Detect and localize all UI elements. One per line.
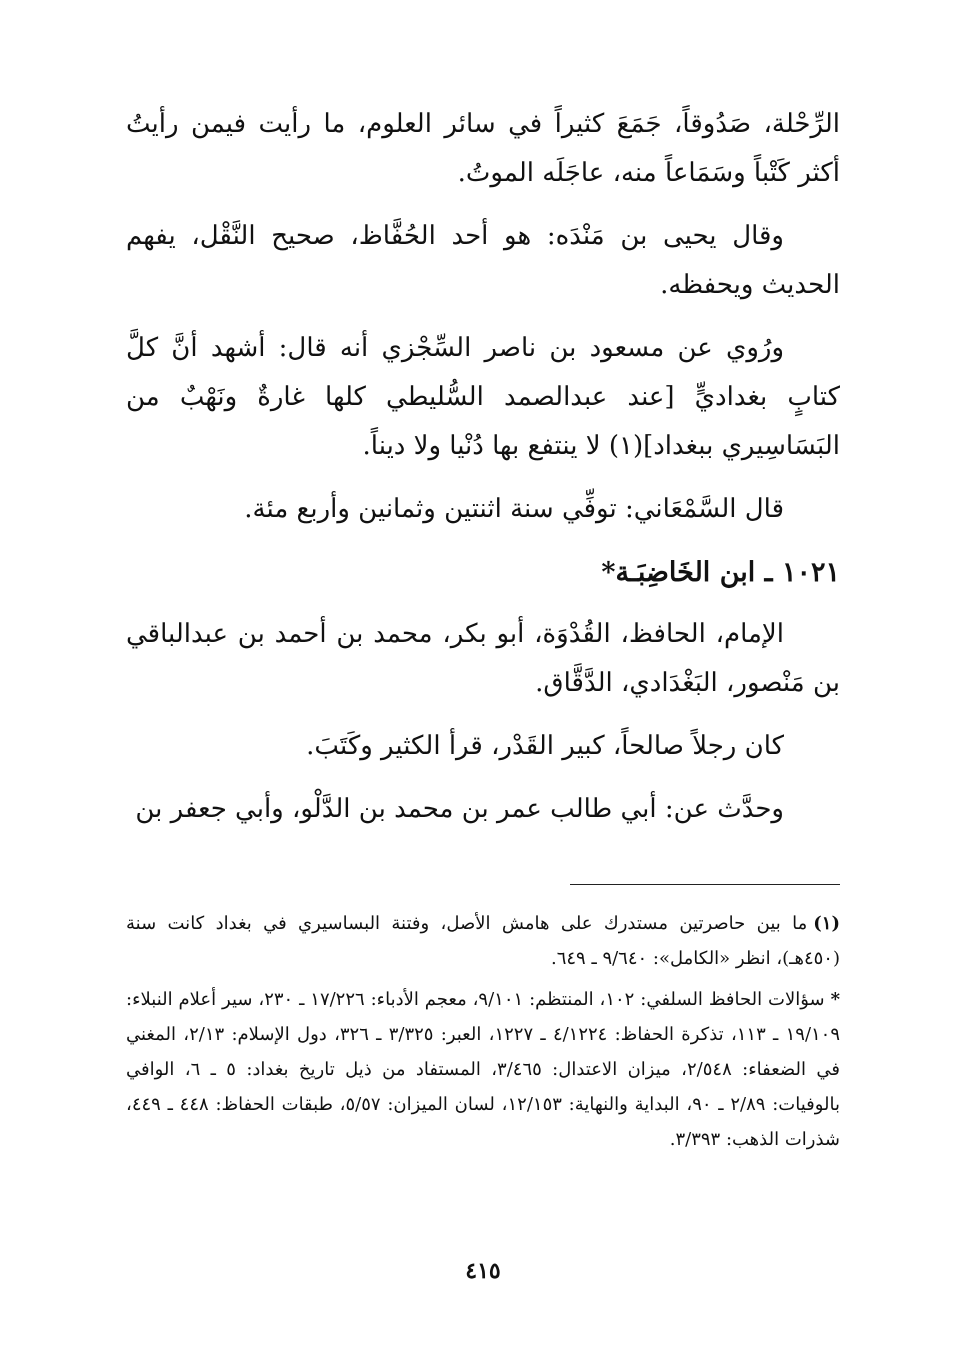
main-text (126, 100, 840, 834)
footnote-1 (126, 906, 840, 976)
paragraph-yahya-quote: وقال يحيى بن مَنْدَه: هو أحد الحُفَّاظ، صحيح النَّقْل، يفهم الحديث ويحفظه. (126, 221, 840, 300)
footnote-text: سؤالات الحافظ السلفي: ١٠٢، المنتظم: ٩/١٠١، معجم الأدباء: ١٧/٢٢٦ ـ ٢٣٠، سير أعلام النبلاء: ١٩/١٠٩ ـ ١١٣، تذكرة الحفاظ: ٤/١٢٢٤ ـ ١٢٢٧، العبر: ٣/٣٢٥ ـ ٣٢٦، دول الإسلام: ٢/١٣، المغني في الضعفاء: ٢/٥٤٨، ميزان الاعتدال: ٣/٤٦٥، المستفاد من ذيل تاريخ بغداد: ٥ ـ ٦، الوافي بالوفيات: ٢/٨٩ ـ ٩٠، البداية والنهاية: ١٢/١٥٣، لسان الميزان: ٥/٥٧، طبقات الحفاظ: ٤٤٨ ـ ٤٤٩، شذرات الذهب: ٣/٣٩٣. (126, 989, 841, 1150)
paragraph-name-lineage: الإمام، الحافظ، القُدْوَة، أبو بكر، محمد بن أحمد بن عبدالباقي بن مَنْصور، البَغْدَادي، الدَّقَّاق. (126, 619, 840, 698)
footnote-text: ما بين حاصرتين مستدرك على هامش الأصل، وفتنة البساسيري في بغداد كانت سنة (٤٥٠هـ)، انظر «الكامل»: ٩/٦٤٠ ـ ٦٤٩. (126, 913, 840, 969)
footnotes (126, 906, 840, 1163)
footnote-marker: (١) (813, 913, 840, 934)
paragraph-narrated-from: وحدَّث عن: أبي طالب عمر بن محمد بن الدَّلْو، وأبي جعفر بن (135, 794, 784, 824)
paragraph-masud-quote: ورُوي عن مسعود بن ناصر السِّجْزي أنه قال: أشهد أنَّ كلَّ كتابٍ بغداديٍّ [عند عبدالصمد السُّليطي كلها غارةٌ ونَهْبٌ من البَسَاسِيري ببغداد](١) لا ينتفع بها دُنْيا ولا ديناً. (126, 333, 840, 461)
paragraph-description: كان رجلاً صالحاً، كبير القَدْر، قرأ الكثير وكَتَبَ. (306, 731, 784, 761)
footnote-divider (570, 884, 840, 885)
footnote-sources (126, 982, 840, 1157)
page-number: ٤١٥ (465, 1258, 501, 1284)
paragraph-death-date: قال السَّمْعَاني: توفِّي سنة اثنتين وثمانين وأربع مئة. (244, 494, 784, 524)
book-page (126, 100, 840, 1300)
entry-heading: ١٠٢١ ـ ابن الخَاضِبَـة* (601, 557, 840, 588)
footnote-marker: * (830, 989, 841, 1010)
paragraph-continuation: الرِّحْلة، صَدُوقاً، جَمَعَ كثيراً في سائر العلوم، ما رأيت فيمن رأيتُ أكثر كَتْباً وسَمَاعاً منه، عاجَلَه الموتُ. (126, 109, 840, 188)
